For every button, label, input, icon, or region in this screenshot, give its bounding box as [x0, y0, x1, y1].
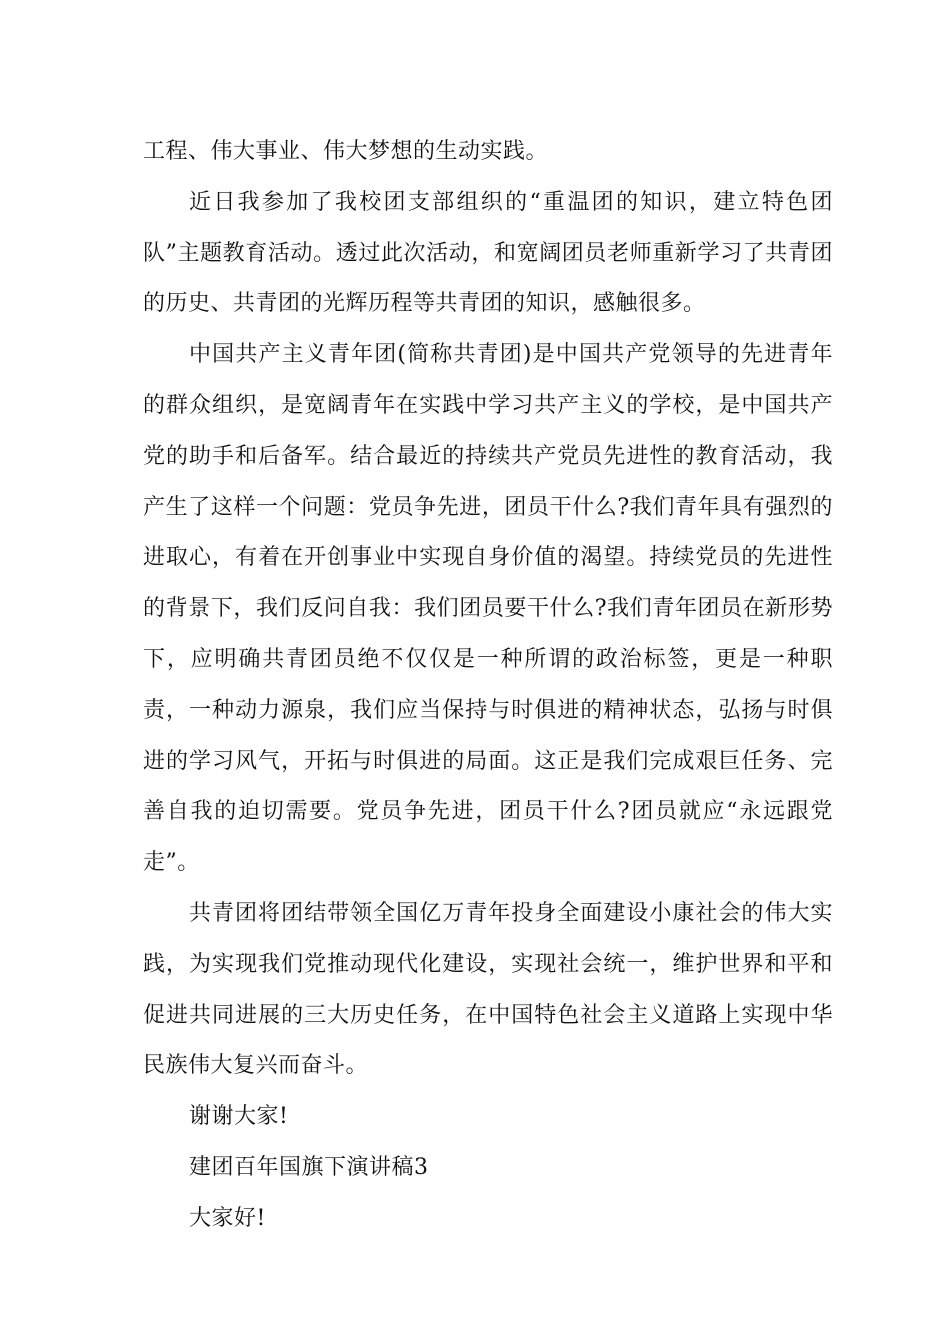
paragraph-thanks: 谢谢大家!	[189, 1104, 289, 1130]
paragraph-league-intro: 中国共产主义青年团(简称共青团)是中国共产党领导的先进青年的群众组织，是宽阔青年在实践中学习共产主义的学校，是中国共产党的助手和后备军。结合最近的持续共产党员先进性的教育活动，我产生了这样一个问题：党员争先进，团员干什么?我们青年具有强烈的进取心，有着在开创事业中实现自身价值的渴望。持续党员的先进性的背景下，我们反问自我：我们团员要干什么?我们青年团员在新形势下，应明确共青团员绝不仅仅是一种所谓的政治标签，更是一种职责，一种动力源泉，我们应当保持与时俱进的精神状态，弘扬与时俱进的学习风气，开拓与时俱进的局面。这正是我们完成艰巨任务、完善自我的迫切需要。党员争先进，团员干什么?团员就应“永远跟党走”。	[143, 342, 833, 876]
paragraph-league-mission: 共青团将团结带领全国亿万青年投身全面建设小康社会的伟大实践，为实现我们党推动现代化建设，实现社会统一，维护世界和平和促进共同进展的三大历史任务，在中国特色社会主义道路上实现中华民族伟大复兴而奋斗。	[143, 900, 833, 1079]
section-title: 建团百年国旗下演讲稿3	[189, 1154, 429, 1180]
paragraph-continuation: 工程、伟大事业、伟大梦想的生动实践。	[143, 139, 549, 164]
paragraph-activity: 近日我参加了我校团支部组织的“重温团的知识，建立特色团队”主题教育活动。透过此次活动，和宽阔团员老师重新学习了共青团的历史、共青团的光辉历程等共青团的知识，感触很多。	[143, 189, 833, 317]
document-body	[143, 127, 833, 1245]
paragraph-greeting: 大家好!	[189, 1205, 266, 1231]
